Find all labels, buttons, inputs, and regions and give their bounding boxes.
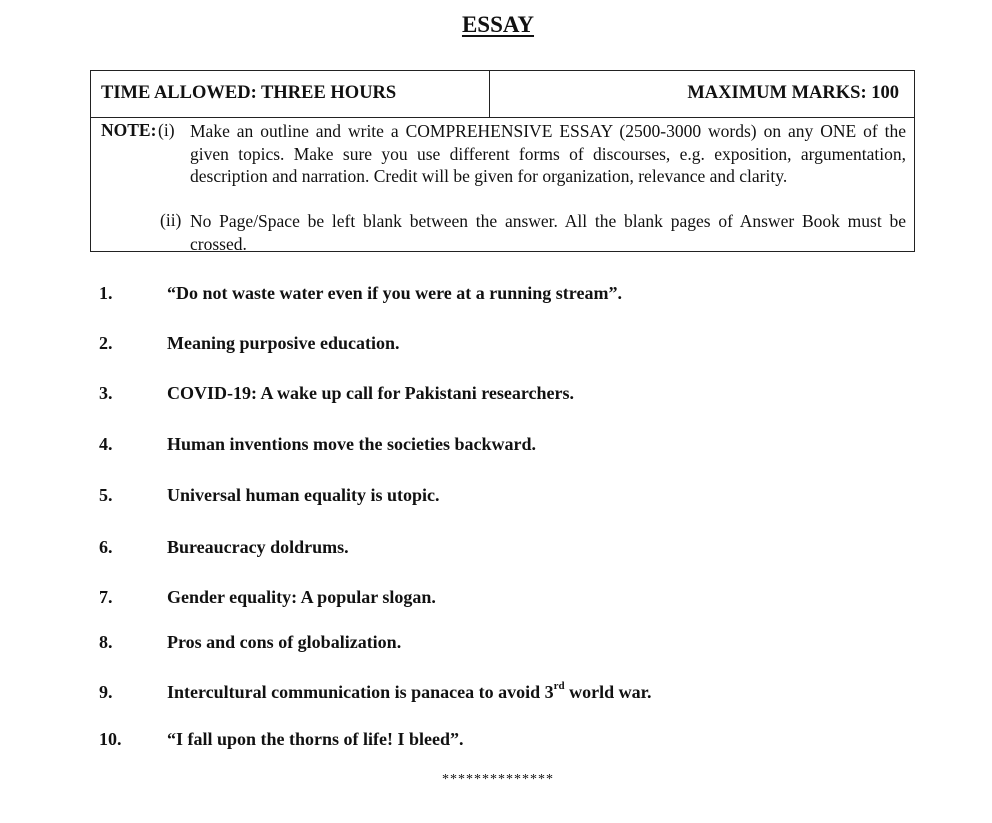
topic-text: “I fall upon the thorns of life! I bleed”. <box>167 729 464 749</box>
note-label: NOTE: <box>101 120 157 140</box>
topic-text-part: world war. <box>564 682 652 702</box>
topic-number: 3. <box>99 383 113 403</box>
note-ii-marker: (ii) <box>160 210 182 230</box>
instructions-box <box>90 70 915 252</box>
topic-text: Bureaucracy doldrums. <box>167 537 349 557</box>
note-i-marker: (i) <box>158 120 175 140</box>
topic-text: Universal human equality is utopic. <box>167 485 440 505</box>
maximum-marks: MAXIMUM MARKS: 100 <box>687 83 899 103</box>
topic-number: 9. <box>99 682 113 702</box>
ordinal-suffix: rd <box>553 680 565 692</box>
topic-number: 4. <box>99 434 113 454</box>
topic-text: Gender equality: A popular slogan. <box>167 587 436 607</box>
header-divider <box>489 71 490 117</box>
topic-number: 6. <box>99 537 113 557</box>
topic-number: 2. <box>99 333 113 353</box>
topic-text: COVID-19: A wake up call for Pakistani researchers. <box>167 383 574 403</box>
topic-text: Pros and cons of globalization. <box>167 632 402 652</box>
topic-text <box>167 682 652 703</box>
note-ii-text: No Page/Space be left blank between the answer. All the blank pages of Answer Book must be crossed. <box>190 211 906 254</box>
time-allowed: TIME ALLOWED: THREE HOURS <box>101 83 397 103</box>
topic-number: 7. <box>99 587 113 607</box>
topic-number: 10. <box>99 729 122 749</box>
header-row <box>91 71 914 118</box>
topic-text: Human inventions move the societies backward. <box>167 434 536 454</box>
end-marker: ************** <box>442 772 554 787</box>
topic-text: “Do not waste water even if you were at a running stream”. <box>167 283 622 303</box>
topic-text-part: Intercultural communication is panacea to avoid 3 <box>167 682 554 702</box>
topic-number: 8. <box>99 632 113 652</box>
note-i-text: Make an outline and write a COMPREHENSIVE ESSAY (2500-3000 words) on any ONE of the given topics. Make sure you use different forms of discourses, e.g. exposition, argumentation, description and narration. Credit will be given for organization, relevance and clarity. <box>190 121 906 186</box>
topic-number: 5. <box>99 485 113 505</box>
page-title: ESSAY <box>461 12 535 37</box>
topic-text: Meaning purposive education. <box>167 333 400 353</box>
topic-number: 1. <box>99 283 113 303</box>
